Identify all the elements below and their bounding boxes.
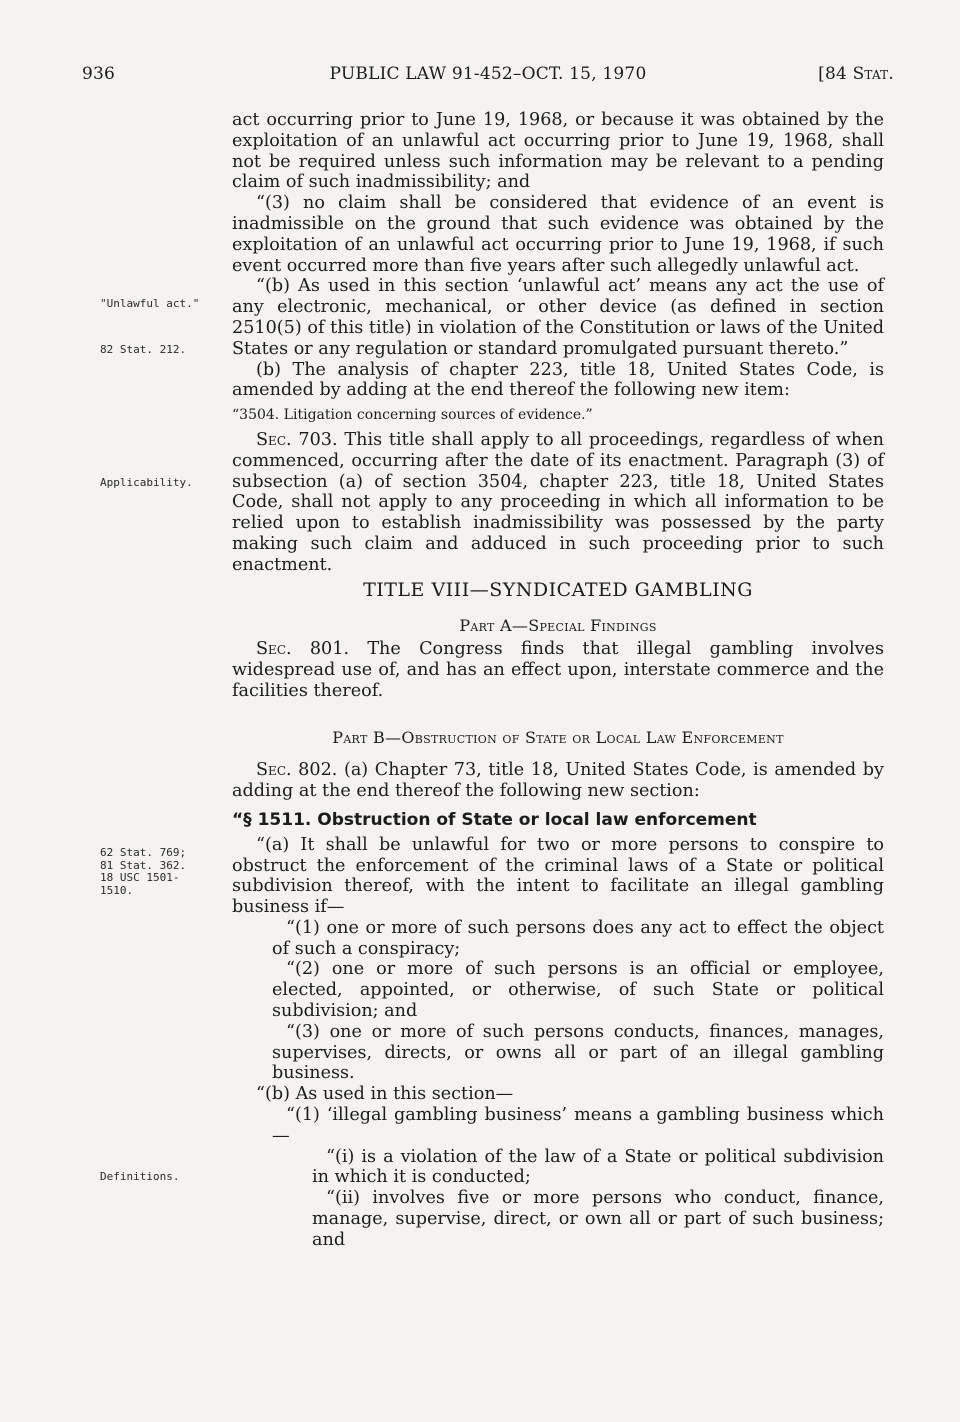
part-a-heading: Part A—Special Findings <box>459 616 657 636</box>
section-801 <box>232 639 884 701</box>
margin-note-unlawful-act: "Unlawful act." <box>100 297 200 310</box>
subsection-b-1-ii: “(ii) involves five or more persons who conduct, finance, manage, supervise, direct, or own all or part of such business; and <box>312 1188 884 1250</box>
paragraph-analysis-amendment: (b) The analysis of chapter 223, title 18, United States Code, is amended by adding at the end thereof the following new item: <box>232 359 884 401</box>
subsection-b-1-i: “(i) is a violation of the law of a State or political subdivision in which it is conducted; <box>312 1146 884 1188</box>
margin-note-stat-212: 82 Stat. 212. <box>100 343 187 356</box>
page-header <box>82 64 894 90</box>
margin-note-stat-refs <box>100 847 224 897</box>
margin-note-stat-refs-line3: 18 USC 1501- <box>100 871 180 884</box>
section-801-text: The Congress finds that illegal gambling involves widespread use of, and has an effect upon, interstate commerce and the facilities thereof. <box>232 639 885 701</box>
paragraph-continuation: act occurring prior to June 19, 1968, or because it was obtained by the exploitation of an unlawful act occurring prior to June 19, 1968, shall not be required unless such information may be relevant to a pending claim of such inadmissibility; and <box>232 110 884 193</box>
subsection-a-2: “(2) one or more of such persons is an official or employee, elected, appointed, or otherwise, of such State or political subdivision; and <box>272 959 884 1022</box>
subsection-a: “(a) It shall be unlawful for two or more persons to conspire to obstruct the enforcement of the criminal laws of a State or political subdivision thereof, with the intent to facilitate an illegal gambling business if— <box>232 834 884 918</box>
section-703 <box>232 430 884 576</box>
subsection-a-1: “(1) one or more of such persons does any act to effect the object of such a conspiracy; <box>272 917 884 959</box>
new-item-3504: “3504. Litigation concerning sources of evidence.” <box>232 407 593 424</box>
section-703-label: Sec. 703. <box>256 429 338 450</box>
margin-note-stat-refs-line1: 62 Stat. 769; <box>100 846 187 859</box>
statute-reference: [84 Stat. <box>818 64 894 84</box>
title-viii-heading: TITLE VIII—SYNDICATED GAMBLING <box>363 578 753 601</box>
margin-note-stat-refs-line2: 81 Stat. 362. <box>100 858 187 872</box>
margin-note-applicability: Applicability. <box>100 476 193 489</box>
paragraph-3: “(3) no claim shall be considered that evidence of an event is inadmissible on the ground that such evidence was obtained by the exploitation of an unlawful act occurring prior to June 19, 1968, if such event occurred more than five years after such allegedly unlawful act. <box>232 193 884 276</box>
section-1511-heading: “§ 1511. Obstruction of State or local law enforcement <box>232 809 757 830</box>
paragraph-b-definition: “(b) As used in this section ‘unlawful act’ means any act the use of any electronic, mechanical, or other device (as defined in section 2510(5) of this title) in violation of the Constitution or laws of the United States or any regulation or standard promulgated pursuant thereto.” <box>232 276 884 359</box>
page-number: 936 <box>82 64 116 84</box>
part-b-heading: Part B—Obstruction of State or Local Law Enforcement <box>332 727 784 747</box>
body-text <box>232 110 884 1251</box>
section-801-label: Sec. 801. <box>256 639 350 660</box>
subsection-b: “(b) As used in this section— <box>256 1084 514 1105</box>
section-802-label: Sec. 802. <box>256 760 338 781</box>
subsection-a-3: “(3) one or more of such persons conducts, finances, manages, supervises, directs, or owns all or part of an illegal gambling business. <box>272 1021 884 1084</box>
subsection-b-1: “(1) ‘illegal gambling business’ means a gambling business which— <box>272 1105 884 1146</box>
running-title: PUBLIC LAW 91-452–OCT. 15, 1970 <box>329 64 647 84</box>
section-703-text: This title shall apply to all proceedings, regardless of when commenced, occurring after the date of its enactment. Paragraph (3) of subsection (a) of section 3504, chapter 223, title 18, United States Code, shall not apply to any proceeding in which all information to be relied upon to establish inadmissibility was possessed by the party making such claim and adduced in such proceeding prior to such enactment. <box>232 429 884 575</box>
margin-note-stat-refs-line4: 1510. <box>100 883 134 897</box>
section-802-text: (a) Chapter 73, title 18, United States Code, is amended by adding at the end thereof the following new section: <box>232 760 884 802</box>
section-802 <box>232 760 884 802</box>
margin-note-definitions: Definitions. <box>100 1170 180 1183</box>
